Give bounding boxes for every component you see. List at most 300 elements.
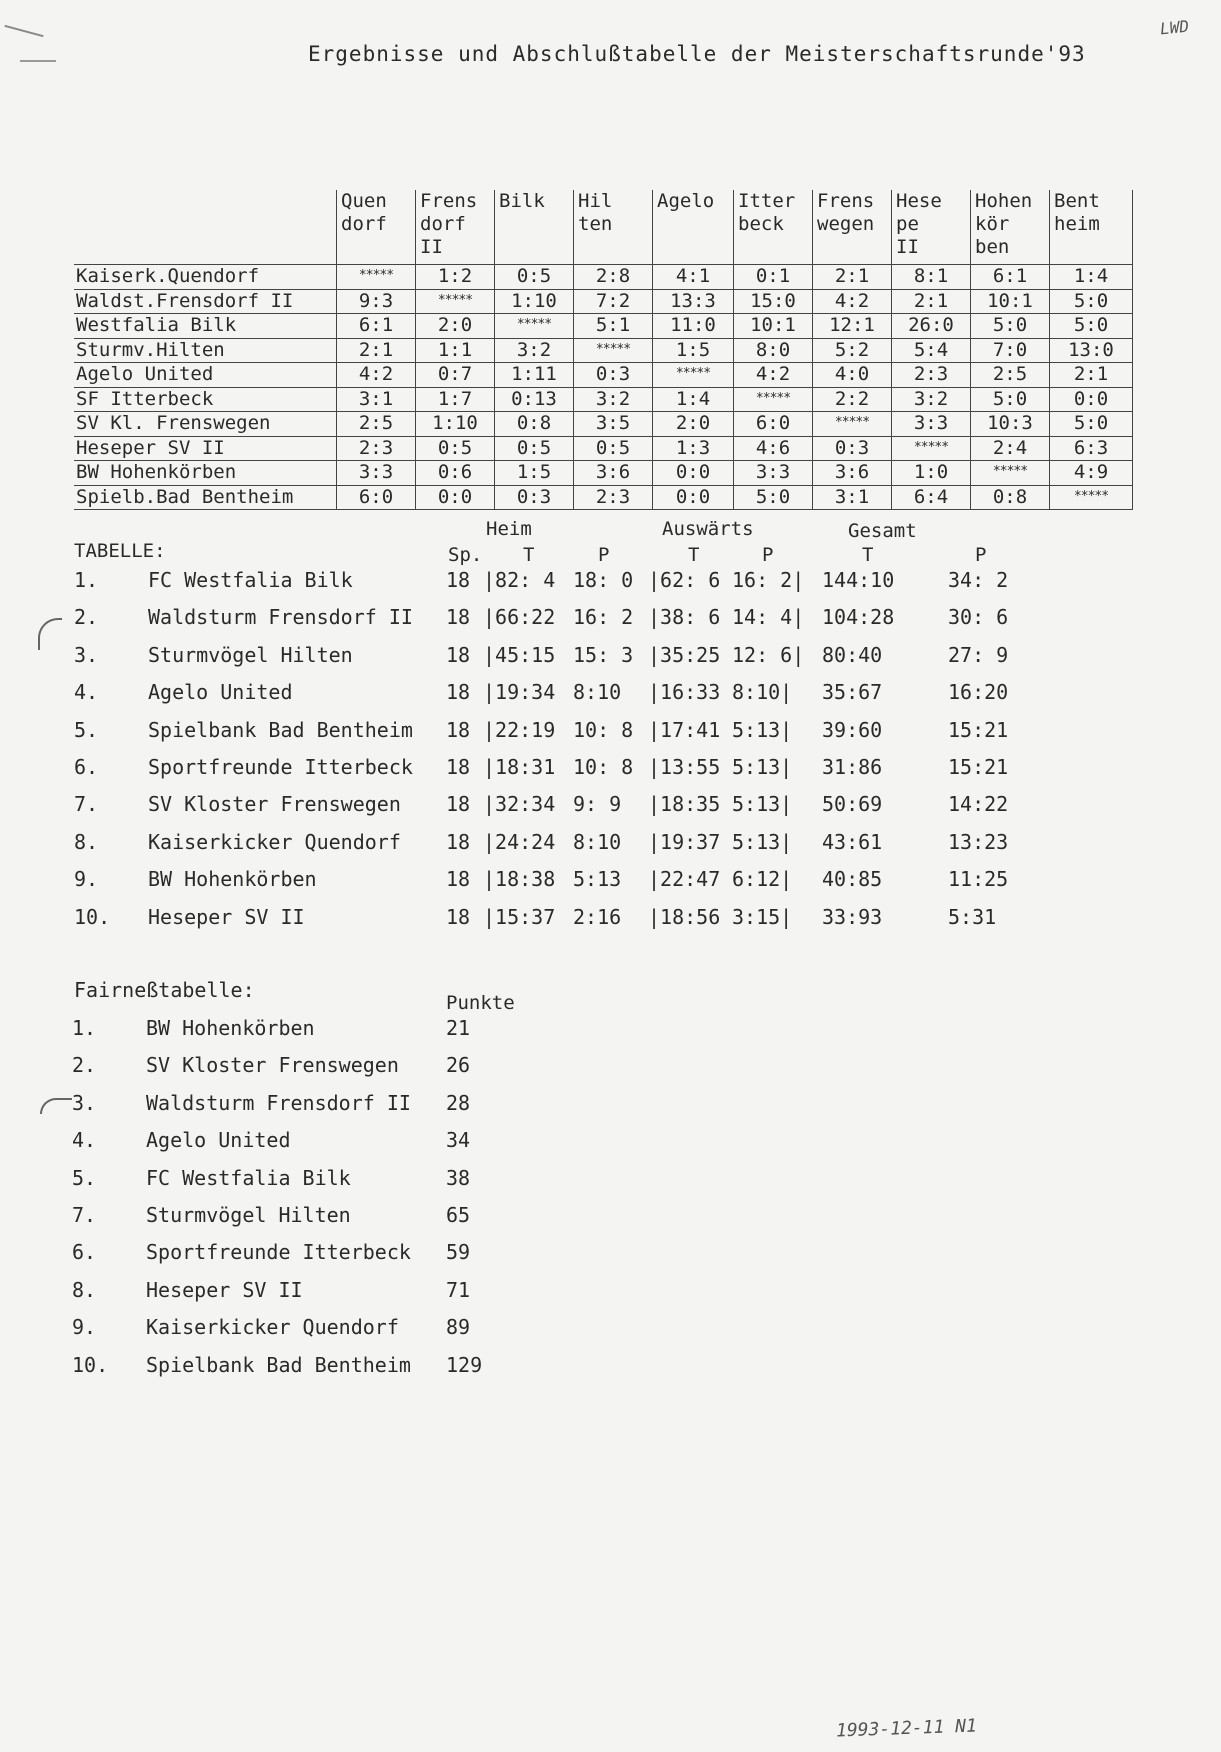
match-result: 0:5 <box>574 436 653 461</box>
home-goals: |24:24 <box>483 829 556 854</box>
team-name: Kaiserkicker Quendorf <box>146 1315 399 1340</box>
total-points: 27: 9 <box>948 642 1009 667</box>
home-team-name: SF Itterbeck <box>74 387 337 412</box>
match-result: 3:1 <box>813 485 892 510</box>
opponent-header-line: pe <box>896 213 919 235</box>
match-result: 6:0 <box>337 485 416 510</box>
match-result: 4:1 <box>653 265 734 290</box>
match-result: 7:2 <box>574 289 653 314</box>
match-result: 0:5 <box>416 436 495 461</box>
header-blank <box>74 190 337 265</box>
pen-stroke <box>20 60 56 62</box>
match-result: 2:4 <box>971 436 1050 461</box>
match-result: 1:5 <box>495 461 574 486</box>
match-result: 0:0 <box>653 485 734 510</box>
total-points: 30: 6 <box>948 605 1009 630</box>
away-points: 3:15| <box>732 904 793 929</box>
team-name: FC Westfalia Bilk <box>148 568 353 592</box>
fairness-points: 28 <box>446 1090 471 1115</box>
match-result: 3:3 <box>337 461 416 486</box>
standings-row <box>0 792 1221 822</box>
opponent-header <box>574 190 653 265</box>
match-result: 13:0 <box>1050 338 1133 363</box>
match-result: 12:1 <box>813 314 892 339</box>
match-result: ***** <box>971 461 1050 486</box>
cross-table-row <box>74 412 1133 437</box>
home-points: 10: 8 <box>573 755 634 779</box>
total-goals: 80:40 <box>822 642 883 667</box>
opponent-header-line: Agelo <box>657 190 715 212</box>
fairness-points: 26 <box>446 1053 471 1078</box>
fairness-points-label: Punkte <box>446 992 515 1014</box>
away-points: 16: 2| <box>732 568 805 592</box>
match-result: 2:1 <box>1050 363 1133 388</box>
games-played: 18 <box>446 680 471 705</box>
match-result: 5:0 <box>1050 314 1133 339</box>
match-result: 1:0 <box>892 461 971 486</box>
match-result: ***** <box>653 363 734 388</box>
rank: 9. <box>72 1315 97 1340</box>
home-team-name: Waldst.Frensdorf II <box>74 289 337 314</box>
fairness-heading: Fairneßtabelle: <box>74 978 255 1002</box>
total-goals: 40:85 <box>822 867 883 892</box>
opponent-header-line: kör <box>975 213 1010 235</box>
away-goals: |62: 6 <box>648 568 721 592</box>
opponent-header-line <box>341 236 415 259</box>
opponent-header <box>416 190 495 265</box>
match-result: 2:1 <box>337 338 416 363</box>
standings-row <box>0 867 1221 897</box>
fairness-row <box>0 1278 1221 1308</box>
team-name: Sturmvögel Hilten <box>148 642 353 667</box>
opponent-header-line: Hohen <box>975 190 1033 212</box>
fairness-row <box>0 1353 1221 1383</box>
home-points: 5:13 <box>573 867 622 892</box>
col-label-away-points: P <box>762 544 774 566</box>
match-result: 2:3 <box>892 363 971 388</box>
match-result: ***** <box>416 289 495 314</box>
home-team-name: SV Kl. Frenswegen <box>74 412 337 437</box>
team-name: Waldsturm Frensdorf II <box>146 1090 411 1115</box>
fairness-points: 129 <box>446 1352 483 1377</box>
corner-note: LWD <box>1159 16 1190 39</box>
opponent-header-line: Hese <box>896 190 942 212</box>
match-result: 5:0 <box>1050 289 1133 314</box>
standings-row <box>0 605 1221 635</box>
match-result: ***** <box>813 412 892 437</box>
games-played: 18 <box>446 642 471 667</box>
match-result: 0:6 <box>416 461 495 486</box>
home-team-name: BW Hohenkörben <box>74 461 337 486</box>
cross-table-row <box>74 363 1133 388</box>
opponent-header <box>1050 190 1133 265</box>
match-result: 2:1 <box>813 265 892 290</box>
standings-row <box>0 905 1221 935</box>
match-result: 11:0 <box>653 314 734 339</box>
team-name: Sportfreunde Itterbeck <box>146 1240 411 1265</box>
opponent-header-line: Bilk <box>499 190 545 212</box>
rank: 9. <box>74 867 99 892</box>
total-points: 34: 2 <box>948 568 1009 592</box>
match-result: 2:3 <box>337 436 416 461</box>
opponent-header <box>734 190 813 265</box>
team-name: Kaiserkicker Quendorf <box>148 829 401 854</box>
match-result: 6:1 <box>337 314 416 339</box>
cross-table-row <box>74 289 1133 314</box>
opponent-header <box>495 190 574 265</box>
away-goals: |22:47 <box>648 867 721 892</box>
match-result: 5:0 <box>1050 412 1133 437</box>
col-label-home-points: P <box>598 544 610 566</box>
match-result: 1:4 <box>653 387 734 412</box>
match-result: 10:3 <box>971 412 1050 437</box>
col-label-total-goals: T <box>862 544 874 566</box>
match-result: 5:0 <box>971 387 1050 412</box>
opponent-header <box>813 190 892 265</box>
match-result: 2:0 <box>653 412 734 437</box>
home-points: 15: 3 <box>573 642 634 667</box>
home-goals: |32:34 <box>483 792 556 817</box>
fairness-row <box>0 1053 1221 1083</box>
away-goals: |13:55 <box>648 755 721 779</box>
match-result: 3:2 <box>495 338 574 363</box>
fairness-row <box>0 1240 1221 1270</box>
match-result: 1:5 <box>653 338 734 363</box>
cross-table-row <box>74 461 1133 486</box>
match-result: ***** <box>337 265 416 290</box>
fairness-points: 71 <box>446 1277 471 1302</box>
rank: 1. <box>74 568 99 592</box>
total-points: 11:25 <box>948 867 1009 892</box>
away-points: 14: 4| <box>732 605 805 630</box>
rank: 6. <box>74 755 99 779</box>
fairness-row <box>0 1203 1221 1233</box>
team-name: Agelo United <box>146 1128 291 1153</box>
match-result: 1:3 <box>653 436 734 461</box>
match-result: 3:2 <box>892 387 971 412</box>
rank: 4. <box>74 680 99 705</box>
match-result: 3:2 <box>574 387 653 412</box>
match-result: 0:7 <box>416 363 495 388</box>
match-result: 3:1 <box>337 387 416 412</box>
total-points: 14:22 <box>948 792 1009 817</box>
match-result: 3:5 <box>574 412 653 437</box>
standings-row <box>0 755 1221 785</box>
total-goals: 31:86 <box>822 755 883 779</box>
fairness-points: 59 <box>446 1240 471 1265</box>
rank: 10. <box>74 904 111 929</box>
games-played: 18 <box>446 829 471 854</box>
opponent-header-line <box>817 236 891 259</box>
match-result: 2:2 <box>813 387 892 412</box>
standings-row <box>0 568 1221 598</box>
games-played: 18 <box>446 717 471 742</box>
match-result: 2:0 <box>416 314 495 339</box>
total-points: 15:21 <box>948 717 1009 742</box>
opponent-header-line: II <box>896 236 919 258</box>
home-goals: |18:31 <box>483 755 556 779</box>
opponent-header-line <box>657 213 733 236</box>
team-name: Heseper SV II <box>146 1277 303 1302</box>
rank: 6. <box>72 1240 97 1265</box>
opponent-header-line <box>578 236 652 259</box>
opponent-header-line <box>657 236 733 259</box>
match-result: ***** <box>495 314 574 339</box>
rank: 2. <box>74 605 99 630</box>
total-points: 16:20 <box>948 680 1009 705</box>
total-points: 5:31 <box>948 904 997 929</box>
match-result: 0:5 <box>495 436 574 461</box>
away-goals: |16:33 <box>648 680 721 705</box>
match-result: 6:3 <box>1050 436 1133 461</box>
match-result: 2:5 <box>971 363 1050 388</box>
opponent-header-line: heim <box>1054 213 1100 235</box>
match-result: 4:2 <box>337 363 416 388</box>
cross-table-row <box>74 265 1133 290</box>
match-result: 4:0 <box>813 363 892 388</box>
match-result: 5:1 <box>574 314 653 339</box>
opponent-header-line: Frens <box>420 190 478 212</box>
away-points: 5:13| <box>732 717 793 742</box>
team-name: Sportfreunde Itterbeck <box>148 755 413 779</box>
rank: 3. <box>74 642 99 667</box>
rank: 3. <box>72 1090 97 1115</box>
opponent-header <box>971 190 1050 265</box>
total-goals: 35:67 <box>822 680 883 705</box>
opponent-header-line <box>1054 236 1132 259</box>
group-label-home: Heim <box>486 518 532 540</box>
away-points: 5:13| <box>732 829 793 854</box>
cross-table-row <box>74 314 1133 339</box>
team-name: SV Kloster Frenswegen <box>146 1053 399 1078</box>
standings-heading: TABELLE: <box>74 540 166 562</box>
games-played: 18 <box>446 904 471 929</box>
match-result: 2:8 <box>574 265 653 290</box>
match-result: 1:1 <box>416 338 495 363</box>
cross-table-row <box>74 485 1133 510</box>
rank: 5. <box>72 1165 97 1190</box>
opponent-header-line: ben <box>975 236 1010 258</box>
match-result: 2:3 <box>574 485 653 510</box>
away-points: 5:13| <box>732 755 793 779</box>
team-name: Sturmvögel Hilten <box>146 1203 351 1227</box>
games-played: 18 <box>446 755 471 779</box>
games-played: 18 <box>446 605 471 630</box>
page-title: Ergebnisse und Abschlußtabelle der Meisterschaftsrunde'93 <box>308 42 1086 66</box>
total-goals: 144:10 <box>822 568 895 592</box>
team-name: Waldsturm Frensdorf II <box>148 605 413 630</box>
away-points: 12: 6| <box>732 642 805 667</box>
match-result: 4:6 <box>734 436 813 461</box>
standings-row <box>0 718 1221 748</box>
opponent-header-line: Quen <box>341 190 387 212</box>
home-points: 16: 2 <box>573 605 634 630</box>
home-points: 8:10 <box>573 829 622 854</box>
total-goals: 39:60 <box>822 717 883 742</box>
bottom-note: 1993-12-11 N1 <box>835 1715 978 1742</box>
home-goals: |15:37 <box>483 904 556 929</box>
match-result: 0:8 <box>971 485 1050 510</box>
match-result: 3:6 <box>813 461 892 486</box>
opponent-header-line: ten <box>578 213 613 235</box>
rank: 10. <box>72 1352 109 1377</box>
match-result: 6:0 <box>734 412 813 437</box>
away-points: 8:10| <box>732 680 793 705</box>
team-name: Heseper SV II <box>148 904 305 929</box>
home-goals: |82: 4 <box>483 568 556 592</box>
home-goals: |22:19 <box>483 717 556 742</box>
match-result: 0:3 <box>574 363 653 388</box>
games-played: 18 <box>446 792 471 817</box>
match-result: ***** <box>574 338 653 363</box>
opponent-header-line: dorf <box>420 213 466 235</box>
team-name: BW Hohenkörben <box>148 867 317 892</box>
match-result: 26:0 <box>892 314 971 339</box>
rank: 5. <box>74 717 99 742</box>
opponent-header-line: Itter <box>738 190 796 212</box>
match-result: 1:10 <box>416 412 495 437</box>
away-goals: |18:56 <box>648 904 721 929</box>
rank: 1. <box>72 1016 97 1040</box>
fairness-row <box>0 1128 1221 1158</box>
opponent-header-line: Bent <box>1054 190 1100 212</box>
match-result: 1:11 <box>495 363 574 388</box>
opponent-header <box>337 190 416 265</box>
cross-table-row <box>74 387 1133 412</box>
rank: 7. <box>72 1203 97 1227</box>
team-name: Spielbank Bad Bentheim <box>148 717 413 742</box>
opponent-header <box>892 190 971 265</box>
rank: 4. <box>72 1128 97 1153</box>
match-result: 5:0 <box>734 485 813 510</box>
match-result: 13:3 <box>653 289 734 314</box>
home-points: 18: 0 <box>573 568 634 592</box>
fairness-row <box>0 1016 1221 1046</box>
match-result: 6:4 <box>892 485 971 510</box>
fairness-points: 21 <box>446 1016 471 1040</box>
match-result: 5:2 <box>813 338 892 363</box>
match-result: 5:0 <box>971 314 1050 339</box>
team-name: Spielbank Bad Bentheim <box>146 1352 411 1377</box>
match-result: 8:0 <box>734 338 813 363</box>
away-goals: |35:25 <box>648 642 721 667</box>
fairness-points: 34 <box>446 1128 471 1153</box>
fairness-row <box>0 1166 1221 1196</box>
match-result: 5:4 <box>892 338 971 363</box>
match-result: 15:0 <box>734 289 813 314</box>
total-goals: 33:93 <box>822 904 883 929</box>
fairness-row <box>0 1315 1221 1345</box>
team-name: SV Kloster Frenswegen <box>148 792 401 817</box>
standings-row <box>0 680 1221 710</box>
col-label-home-goals: T <box>523 544 535 566</box>
opponent-header-line <box>738 236 812 259</box>
match-result: ***** <box>734 387 813 412</box>
match-result: 4:2 <box>813 289 892 314</box>
games-played: 18 <box>446 867 471 892</box>
match-result: 4:9 <box>1050 461 1133 486</box>
fairness-points: 38 <box>446 1165 471 1190</box>
group-label-away: Auswärts <box>662 518 754 540</box>
match-result: 2:1 <box>892 289 971 314</box>
match-result: 0:0 <box>653 461 734 486</box>
total-goals: 43:61 <box>822 829 883 854</box>
team-name: FC Westfalia Bilk <box>146 1165 351 1190</box>
opponent-header-line <box>499 213 573 236</box>
group-label-total: Gesamt <box>848 520 917 542</box>
match-result: 3:3 <box>892 412 971 437</box>
away-goals: |19:37 <box>648 829 721 854</box>
home-points: 2:16 <box>573 904 622 929</box>
total-goals: 50:69 <box>822 792 883 817</box>
match-result: 0:3 <box>495 485 574 510</box>
opponent-header-line: II <box>420 236 443 258</box>
match-result: 2:5 <box>337 412 416 437</box>
match-result: 3:3 <box>734 461 813 486</box>
rank: 8. <box>74 829 99 854</box>
rank: 2. <box>72 1053 97 1078</box>
total-goals: 104:28 <box>822 605 895 630</box>
match-result: 10:1 <box>971 289 1050 314</box>
fairness-row <box>0 1091 1221 1121</box>
col-label-games: Sp. <box>448 544 483 566</box>
home-goals: |18:38 <box>483 867 556 892</box>
home-team-name: Spielb.Bad Bentheim <box>74 485 337 510</box>
away-goals: |17:41 <box>648 717 721 742</box>
team-name: BW Hohenkörben <box>146 1016 315 1040</box>
match-result: 3:6 <box>574 461 653 486</box>
rank: 7. <box>74 792 99 817</box>
fairness-points: 89 <box>446 1315 471 1340</box>
away-points: 6:12| <box>732 867 793 892</box>
match-result: 4:2 <box>734 363 813 388</box>
home-points: 10: 8 <box>573 717 634 742</box>
rank: 8. <box>72 1277 97 1302</box>
match-result: 0:8 <box>495 412 574 437</box>
match-result: 0:0 <box>416 485 495 510</box>
home-team-name: Agelo United <box>74 363 337 388</box>
opponent-header-line: beck <box>738 213 784 235</box>
home-team-name: Kaiserk.Quendorf <box>74 265 337 290</box>
match-result: 0:3 <box>813 436 892 461</box>
match-result: 0:13 <box>495 387 574 412</box>
games-played: 18 <box>446 568 471 592</box>
home-team-name: Sturmv.Hilten <box>74 338 337 363</box>
opponent-header <box>653 190 734 265</box>
match-result: 1:2 <box>416 265 495 290</box>
away-goals: |38: 6 <box>648 605 721 630</box>
total-points: 13:23 <box>948 829 1009 854</box>
match-result: ***** <box>892 436 971 461</box>
home-team-name: Heseper SV II <box>74 436 337 461</box>
opponent-header-line: Frens <box>817 190 875 212</box>
match-result: 1:4 <box>1050 265 1133 290</box>
standings-row <box>0 830 1221 860</box>
home-goals: |19:34 <box>483 680 556 705</box>
home-team-name: Westfalia Bilk <box>74 314 337 339</box>
match-result: ***** <box>1050 485 1133 510</box>
cross-table-row <box>74 436 1133 461</box>
home-goals: |66:22 <box>483 605 556 630</box>
match-result: 0:5 <box>495 265 574 290</box>
match-result: 0:0 <box>1050 387 1133 412</box>
col-label-total-points: P <box>975 544 987 566</box>
opponent-header-line: wegen <box>817 213 875 235</box>
standings-row <box>0 643 1221 673</box>
col-label-away-goals: T <box>688 544 700 566</box>
away-points: 5:13| <box>732 792 793 817</box>
away-goals: |18:35 <box>648 792 721 817</box>
